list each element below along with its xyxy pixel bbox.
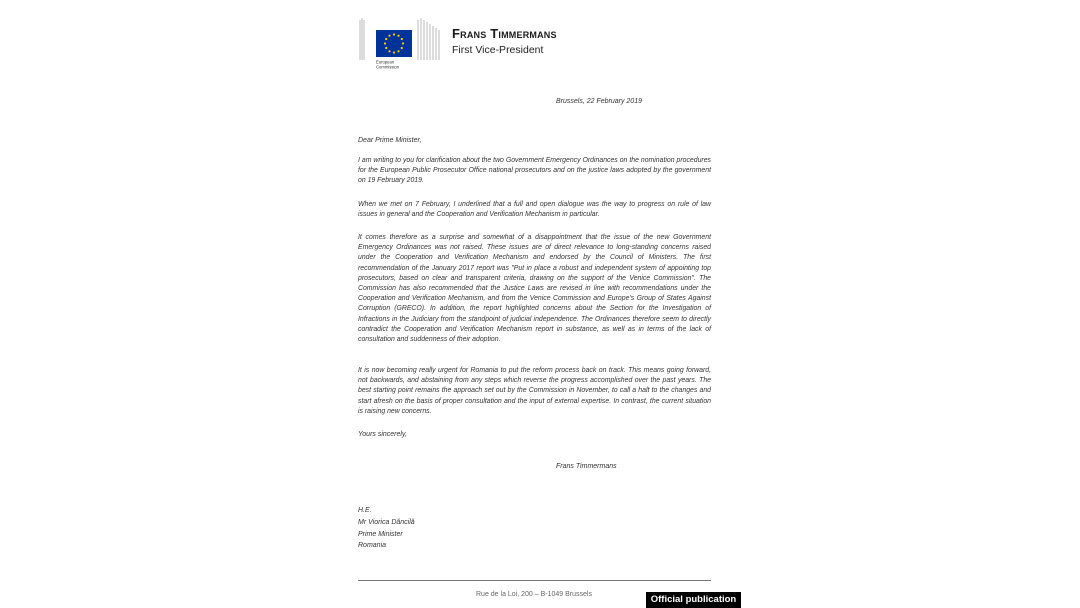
- paragraph-3: It comes therefore as a surprise and somewhat of a disappointment that the issue of the new Government Emergency Ordinances was not raised. These issues are of direct relevance to long-standing concerns raised under the Cooperation and Verification Mechanism and endorsed by the Council of Ministers. The first recommendation of the January 2017 report was "Put in place a robust and independent system of appointing top prosecutors, based on clear and transparent criteria, drawing on the support of the Venice Commission". The Commission has also recommended that the Justice Laws are revised in line with recommendations under the Cooperation and Verification Mechanism, and from the Venice Commission and Europe's Group of States Against Corruption (GRECO). In addition, the report highlighted concerns about the Section for the Investigation of Infractions in the Judiciary from the standpoint of judicial independence. The Ordinances therefore seem to directly contradict the Cooperation and Verification Mechanism report in substance, as well as in terms of the lack of consultation and suddenness of their adoption.: [358, 234, 711, 344]
- logo-text-commission: Commission: [376, 64, 400, 70]
- salutation: Dear Prime Minister,: [358, 137, 422, 144]
- paragraph-2: When we met on 7 February, I underlined that a full and open dialogue was the way to progress on rule of law issues in general and the Cooperation and Verification Mechanism in particular.: [358, 201, 711, 219]
- addressee-block: [358, 505, 415, 552]
- footer-divider: [358, 580, 711, 581]
- letter-date: Brussels, 22 February 2019: [556, 98, 642, 105]
- addressee-name: Mr Viorica Dăncilă: [358, 518, 415, 526]
- sender-name: Frans Timmermans: [452, 26, 557, 41]
- signature: Frans Timmermans: [556, 463, 617, 470]
- addressee-role: Prime Minister: [358, 530, 403, 538]
- addressee-honorific: H.E.: [358, 507, 372, 514]
- footer-address: Rue de la Loi, 200 – B-1049 Brussels: [476, 591, 592, 598]
- paragraph-1: I am writing to you for clarification about the two Government Emergency Ordinances on the nomination procedures for the European Public Prosecutor Office national prosecutors and on the justice laws adopted by the government on 19 February 2019.: [358, 157, 711, 185]
- sender-title: First Vice-President: [452, 44, 544, 56]
- paragraph-4: It is now becoming really urgent for Romania to put the reform process back on track. This means going forward, not backwards, and abstaining from any steps which reverse the progress accomplished over the past years. The best starting point remains the approach set out by the Commission in November, to call a halt to the changes and start afresh on the basis of proper consultation and the input of external expertise. In contrast, the current situation is raising new concerns.: [358, 367, 711, 415]
- official-publication-badge: Official publication: [646, 592, 741, 608]
- european-commission-logo: [358, 16, 440, 72]
- closing: Yours sincerely,: [358, 431, 407, 438]
- logo-text-european: European: [376, 59, 395, 65]
- addressee-country: Romania: [358, 542, 387, 550]
